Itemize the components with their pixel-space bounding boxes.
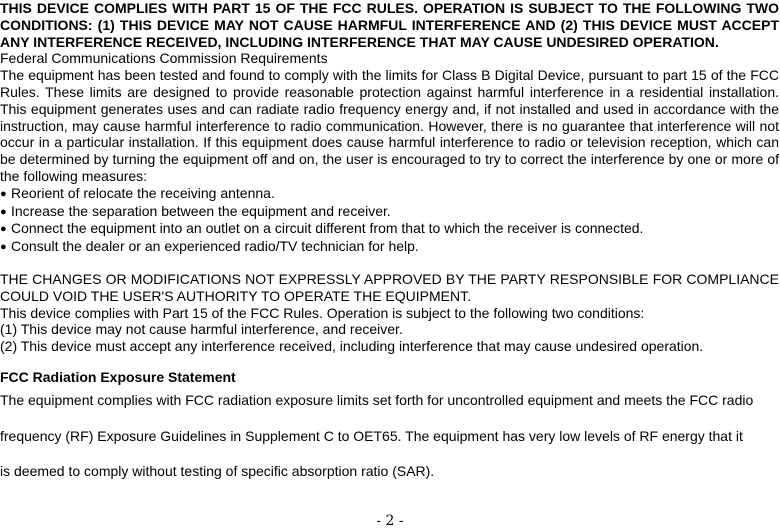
part15-intro: This device complies with Part 15 of the FCC Rules. Operation is subject to the following two conditions: <box>0 304 645 321</box>
condition-item: (2) This device must accept any interference received, including interference that may cause undesired operation. <box>0 338 704 355</box>
measure-item: ● Reorient of relocate the receiving antenna. <box>0 185 779 203</box>
page-number: - 2 - <box>376 513 404 529</box>
measures-list <box>0 185 779 256</box>
measure-item: ● Connect the equipment into an outlet on a circuit different from that to which the receiver is connected. <box>0 220 779 238</box>
rf-exposure-heading: FCC Radiation Exposure Statement <box>0 368 236 385</box>
fcc-requirements-title: Federal Communications Commission Requirements <box>0 50 328 67</box>
rf-exposure-line: frequency (RF) Exposure Guidelines in Supplement C to OET65. The equipment has very low levels of RF energy that it <box>0 427 743 444</box>
rf-exposure-line: is deemed to comply without testing of specific absorption ratio (SAR). <box>0 463 435 480</box>
rf-exposure-line: The equipment complies with FCC radiation exposure limits set forth for uncontrolled equipment and meets the FCC radio <box>0 391 754 408</box>
intro-statement: THIS DEVICE COMPLIES WITH PART 15 OF THE FCC RULES. OPERATION IS SUBJECT TO THE FOLLOWING TWO CONDITIONS: (1) THIS DEVICE MAY NOT CAUSE HARMFUL INTERFERENCE AND (2) THIS DEVICE MUST ACCEPT ANY INTERFERENCE RECEIVED, INCLUDING INTERFERENCE THAT MAY CAUSE UNDESIRED OPERATION. <box>0 0 779 50</box>
fcc-requirements-body: The equipment has been tested and found to comply with the limits for Class B Digital Device, pursuant to part 15 of the FCC Rules. These limits are designed to provide reasonable protection against harmful interference in a residential installation. This equipment generates uses and can radiate radio frequency energy and, if not installed and used in accordance with the instruction, may cause harmful interference to radio communication. However, there is no guarantee that interference will not occur in a particular installation. If this equipment does cause harmful interference to radio or television reception, which can be determined by turning the equipment off and on, the user is encouraged to try to correct the interference by one or more of the following measures: <box>0 67 779 184</box>
measure-item: ● Increase the separation between the equipment and receiver. <box>0 203 779 221</box>
measure-item: ● Consult the dealer or an experienced radio/TV technician for help. <box>0 238 779 256</box>
condition-item: (1) This device may not cause harmful interference, and receiver. <box>0 321 403 338</box>
changes-warning: THE CHANGES OR MODIFICATIONS NOT EXPRESSLY APPROVED BY THE PARTY RESPONSIBLE FOR COMPLIANCE COULD VOID THE USER'S AUTHORITY TO OPERATE THE EQUIPMENT. <box>0 270 779 304</box>
spacer <box>0 256 779 271</box>
